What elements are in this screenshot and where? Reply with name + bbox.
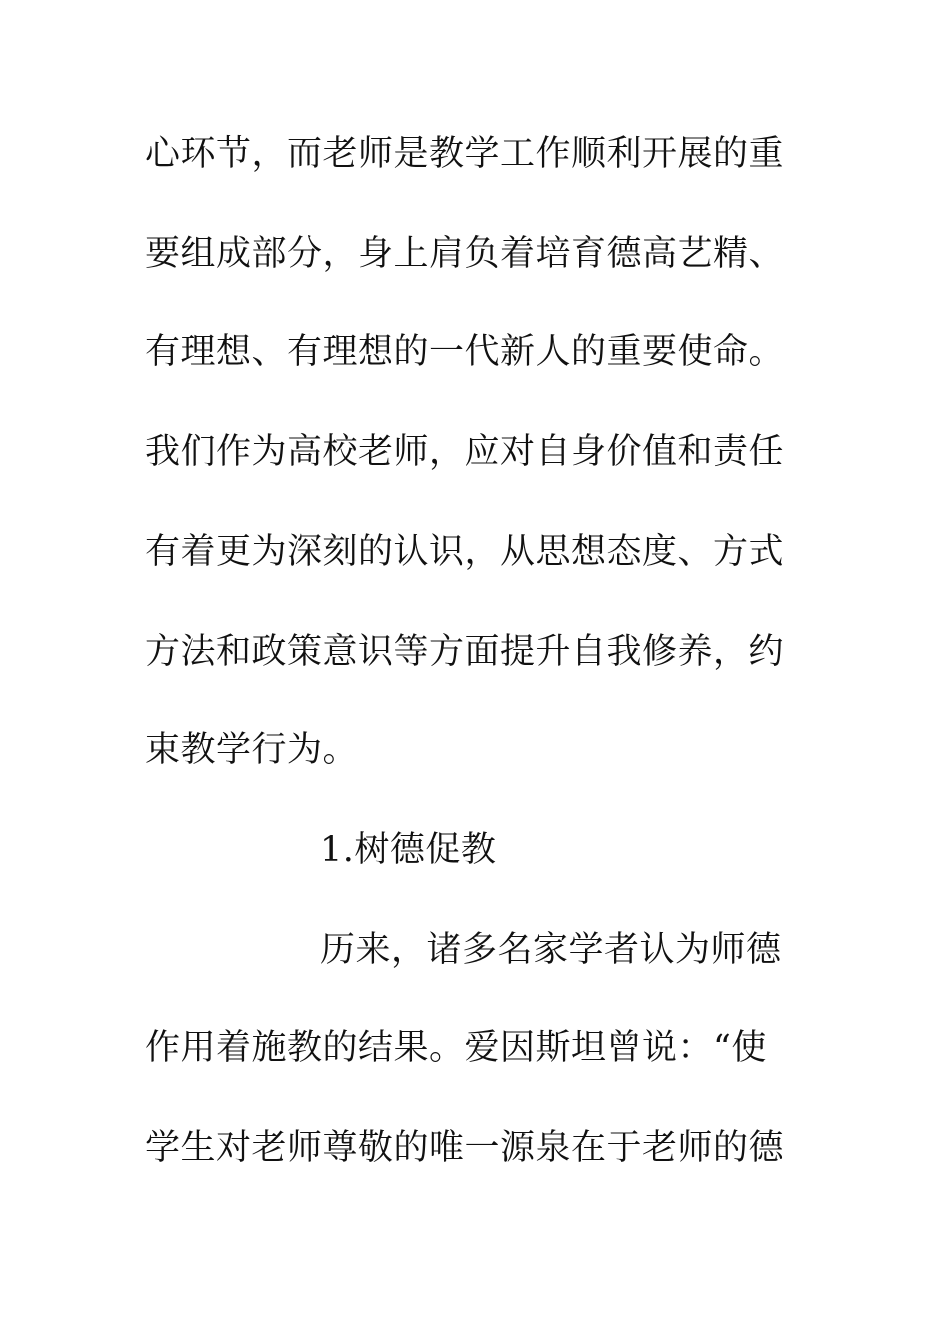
- body-text-line: 束教学行为。: [145, 730, 359, 770]
- body-text-line: 学生对老师尊敬的唯一源泉在于老师的德: [145, 1128, 785, 1168]
- body-text-line: 历来，诸多名家学者认为师德: [320, 930, 782, 970]
- body-text-line: 方法和政策意识等方面提升自我修养，约: [145, 632, 785, 672]
- body-text-line: 有理想、有理想的一代新人的重要使命。: [145, 332, 785, 372]
- body-text-line: 有着更为深刻的认识，从思想态度、方式: [145, 532, 785, 572]
- body-text-line: 要组成部分，身上肩负着培育德高艺精、: [145, 234, 785, 274]
- body-text-line: 心环节，而老师是教学工作顺利开展的重: [145, 134, 785, 174]
- section-heading: 1.树德促教: [320, 830, 497, 870]
- body-text-line: 作用着施教的结果。爱因斯坦曾说：“使: [145, 1028, 767, 1068]
- body-text-line: 我们作为高校老师，应对自身价值和责任: [145, 432, 785, 472]
